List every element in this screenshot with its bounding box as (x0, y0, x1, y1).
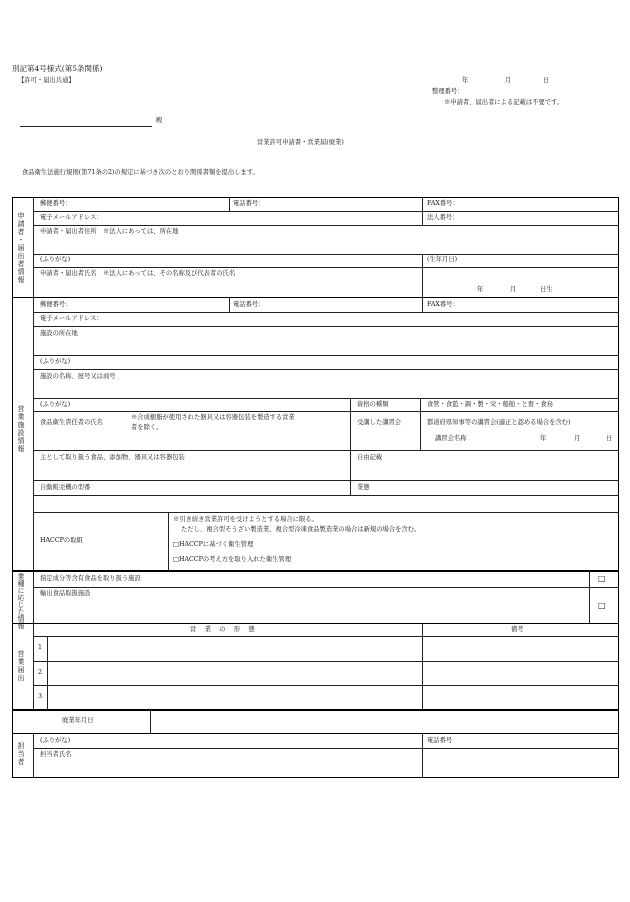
haccp-note-2: ただし、複合型そうざい製造業、複合型冷凍食品製造業の場合は新規の場合を含む。 (181, 526, 421, 533)
addressee-line[interactable] (20, 126, 152, 127)
applicant-email-field[interactable]: 電子メールアドレス： (40, 214, 103, 221)
manager-furigana-field[interactable]: (ふりがな) (40, 401, 71, 408)
qualification-options[interactable]: 食管・食監・調・製・栄・船舶・と畜・食鳥 (427, 401, 553, 408)
course-year: 年 (540, 435, 547, 442)
facility-section-label: 営業施設情報 (17, 405, 25, 453)
facility-phone-field[interactable]: 電話番号： (233, 301, 265, 308)
industry-item-2: 輸出食品取扱施設 (40, 590, 91, 597)
contact-section (12, 733, 619, 778)
applicant-furigana-field[interactable]: (ふりがな) (40, 256, 71, 263)
applicant-birthdate-label: (生年月日) (427, 256, 458, 263)
haccp-option-2[interactable]: □HACCPの考え方を取り入れた衛生管理 (173, 556, 292, 563)
applicant-phone-field[interactable]: 電話番号： (233, 200, 265, 207)
addressee-suffix: 殿 (156, 117, 163, 124)
contact-section-label: 担当者 (17, 742, 25, 766)
main-foods-field[interactable]: 主として取り扱う食品、添加物、器具又は容器包装 (40, 454, 185, 461)
industry-item-1: 指定成分等含有食品を取り扱う施設 (40, 575, 141, 582)
notification-row-1[interactable]: 1 (38, 644, 43, 651)
haccp-option-1[interactable]: □HACCPに基づく衛生管理 (173, 541, 254, 548)
course-day: 日 (606, 435, 613, 442)
facility-postal-field[interactable]: 郵便番号： (40, 301, 72, 308)
facility-fax-field[interactable]: FAX番号： (427, 301, 459, 308)
free-notes-field[interactable]: 自由記載 (357, 454, 383, 461)
closure-row (12, 709, 619, 734)
birth-year: 年 (477, 286, 484, 293)
applicant-section (12, 197, 619, 298)
facility-name-field[interactable]: 施設の名称、屋号又は商号 (40, 373, 116, 380)
intro-text: 食品衛生法施行規則(第71条の2)の規定に基づき次のとおり関係書類を提出します。 (22, 169, 259, 176)
birth-month: 月 (510, 286, 517, 293)
applicant-corp-number-field[interactable]: 法人番号： (427, 214, 459, 221)
business-form-header: 営 業 の 形 態 (190, 626, 256, 633)
facility-location-field[interactable]: 施設の所在地 (40, 330, 78, 337)
manager-name-label: 食品衛生責任者の氏名 (40, 419, 103, 426)
manager-note-1: ※合成樹脂が使用された器具又は容器包装を製造する営業 (131, 414, 295, 421)
facility-furigana-1[interactable]: (ふりがな) (40, 358, 71, 365)
course-month: 月 (574, 435, 581, 442)
applicant-section-label: 申請者・届出者情報 (17, 212, 25, 284)
industry-checkbox-1[interactable]: □ (598, 574, 606, 583)
closure-date-label: 廃業年月日 (62, 717, 94, 724)
business-type-field[interactable]: 業態 (357, 484, 370, 491)
facility-email-field[interactable]: 電子メールアドレス： (40, 315, 103, 322)
applicant-address-field[interactable]: 申請者・届出者住所 ※法人にあっては、所在地 (40, 228, 179, 235)
course-taken-label: 受講した講習会 (357, 419, 402, 426)
course-value[interactable]: 都道府県知事等の講習会(適正と認める場合を含む) (427, 419, 571, 426)
date-day: 日 (543, 77, 550, 84)
date-year: 年 (462, 77, 469, 84)
reference-note: ※申請者、届出者による記載は不要です。 (444, 99, 564, 106)
date-month: 月 (505, 77, 512, 84)
course-name-field[interactable]: 講習会名称 (435, 435, 467, 442)
birth-day: 日生 (540, 286, 553, 293)
notification-row-3[interactable]: 3 (38, 693, 43, 700)
haccp-note-1: ※引き続き営業許可を受けようとする場合に限る。 (173, 516, 318, 523)
applicant-fax-field[interactable]: FAX番号： (427, 200, 459, 207)
document-title: 営業許可申請書・営業届(廃業) (257, 139, 344, 146)
manager-note-2: 者を除く。 (131, 424, 163, 431)
contact-phone-field[interactable]: 電話番号 (427, 737, 453, 744)
form-scope: 【許可・届出共通】 (18, 77, 75, 84)
notification-section-label: 営業届出 (17, 650, 25, 682)
form-number: 別記第4号様式(第5条関係) (12, 64, 103, 73)
applicant-postal-field[interactable]: 郵便番号： (40, 200, 72, 207)
applicant-name-field[interactable]: 申請者・届出者氏名 ※法人にあっては、その名称及び代表者の氏名 (40, 270, 236, 277)
haccp-label: HACCPの取組 (40, 537, 83, 544)
industry-section-label: 業種に応じた情報 (17, 573, 25, 629)
remarks-header: 備考 (511, 626, 524, 633)
notification-row-2[interactable]: 2 (38, 669, 43, 676)
contact-furigana-field[interactable]: (ふりがな) (40, 737, 71, 744)
industry-checkbox-2[interactable]: □ (598, 601, 606, 610)
qualification-type-label: 資格の種類 (357, 401, 389, 408)
reference-number: 整理番号： (432, 88, 464, 95)
vending-model-field[interactable]: 自動販売機の型番 (40, 484, 91, 491)
contact-name-field[interactable]: 担当者氏名 (40, 751, 72, 758)
